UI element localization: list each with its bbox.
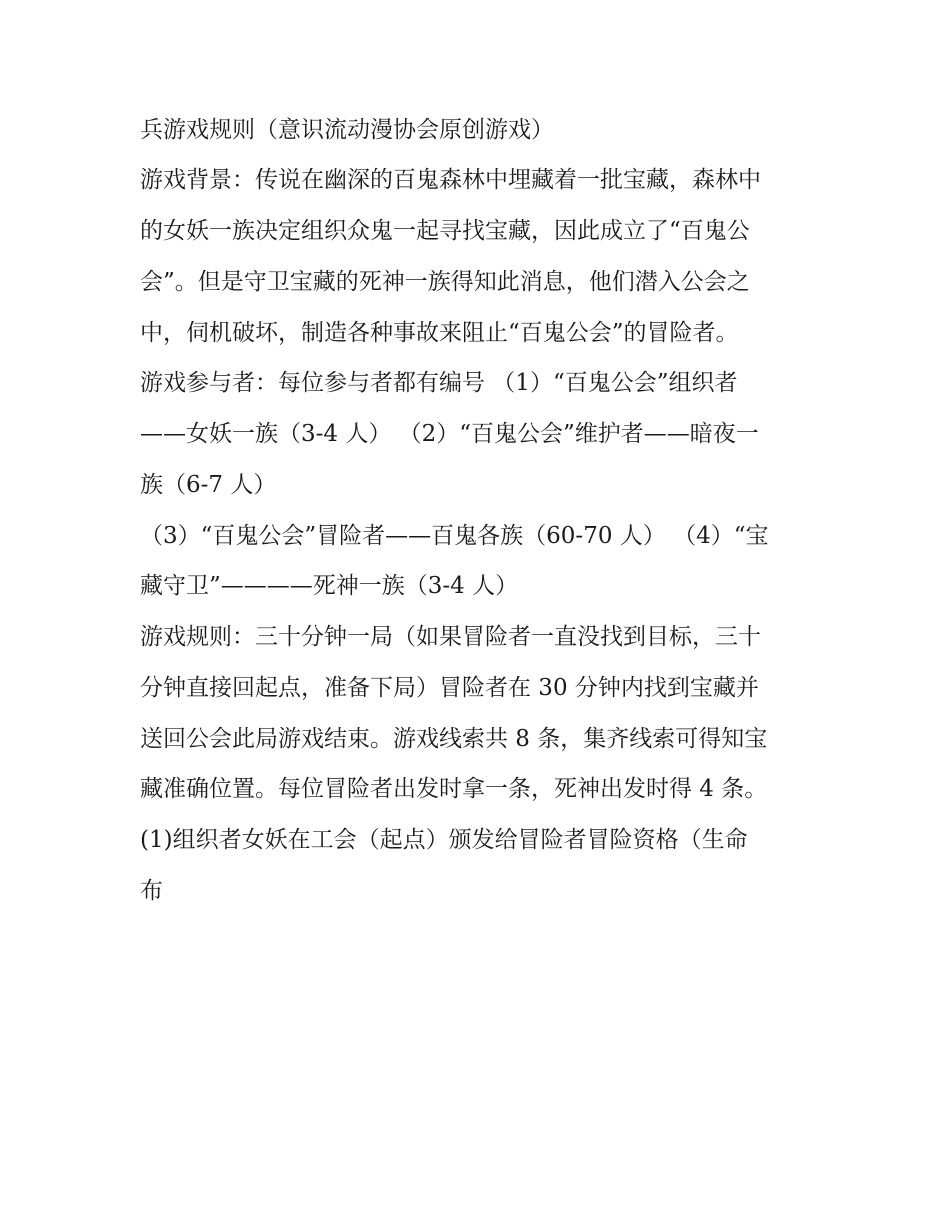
text-line: 中，伺机破坏，制造各种事故来阻止“百鬼公会”的冒险者。 [140,320,739,346]
text-line: 送回公会此局游戏结束。游戏线索共 8 条，集齐线索可得知宝 [140,726,768,752]
text-line: 分钟直接回起点，准备下局）冒险者在 30 分钟内找到宝藏并 [140,675,759,701]
text-line: 布 [140,878,163,904]
text-line: 族（6-7 人） [140,472,277,498]
text-line: 游戏参与者：每位参与者都有编号 （1）“百鬼公会”组织者 [140,370,738,396]
text-line: (1)组织者女妖在工会（起点）颁发给冒险者冒险资格（生命 [140,827,748,853]
text-line: 游戏背景：传说在幽深的百鬼森林中埋藏着一批宝藏，森林中 [140,167,761,193]
text-line: 的女妖一族决定组织众鬼一起寻找宝藏，因此成立了“百鬼公 [140,218,750,244]
text-line: 藏守卫”————死神一族（3-4 人） [140,573,519,599]
text-line: （3）“百鬼公会”冒险者——百鬼各族（60-70 人） （4）“宝 [140,523,769,549]
text-line: 游戏规则：三十分钟一局（如果冒险者一直没找到目标，三十 [140,624,761,650]
text-line: 会”。但是守卫宝藏的死神一族得知此消息，他们潜入公会之 [140,269,750,295]
text-line: 藏准确位置。每位冒险者出发时拿一条，死神出发时得 4 条。 [140,776,768,802]
document-title: 兵游戏规则（意识流动漫协会原创游戏） [140,117,554,143]
text-line: ——女妖一族（3-4 人） （2）“百鬼公会”维护者——暗夜一 [140,421,759,447]
